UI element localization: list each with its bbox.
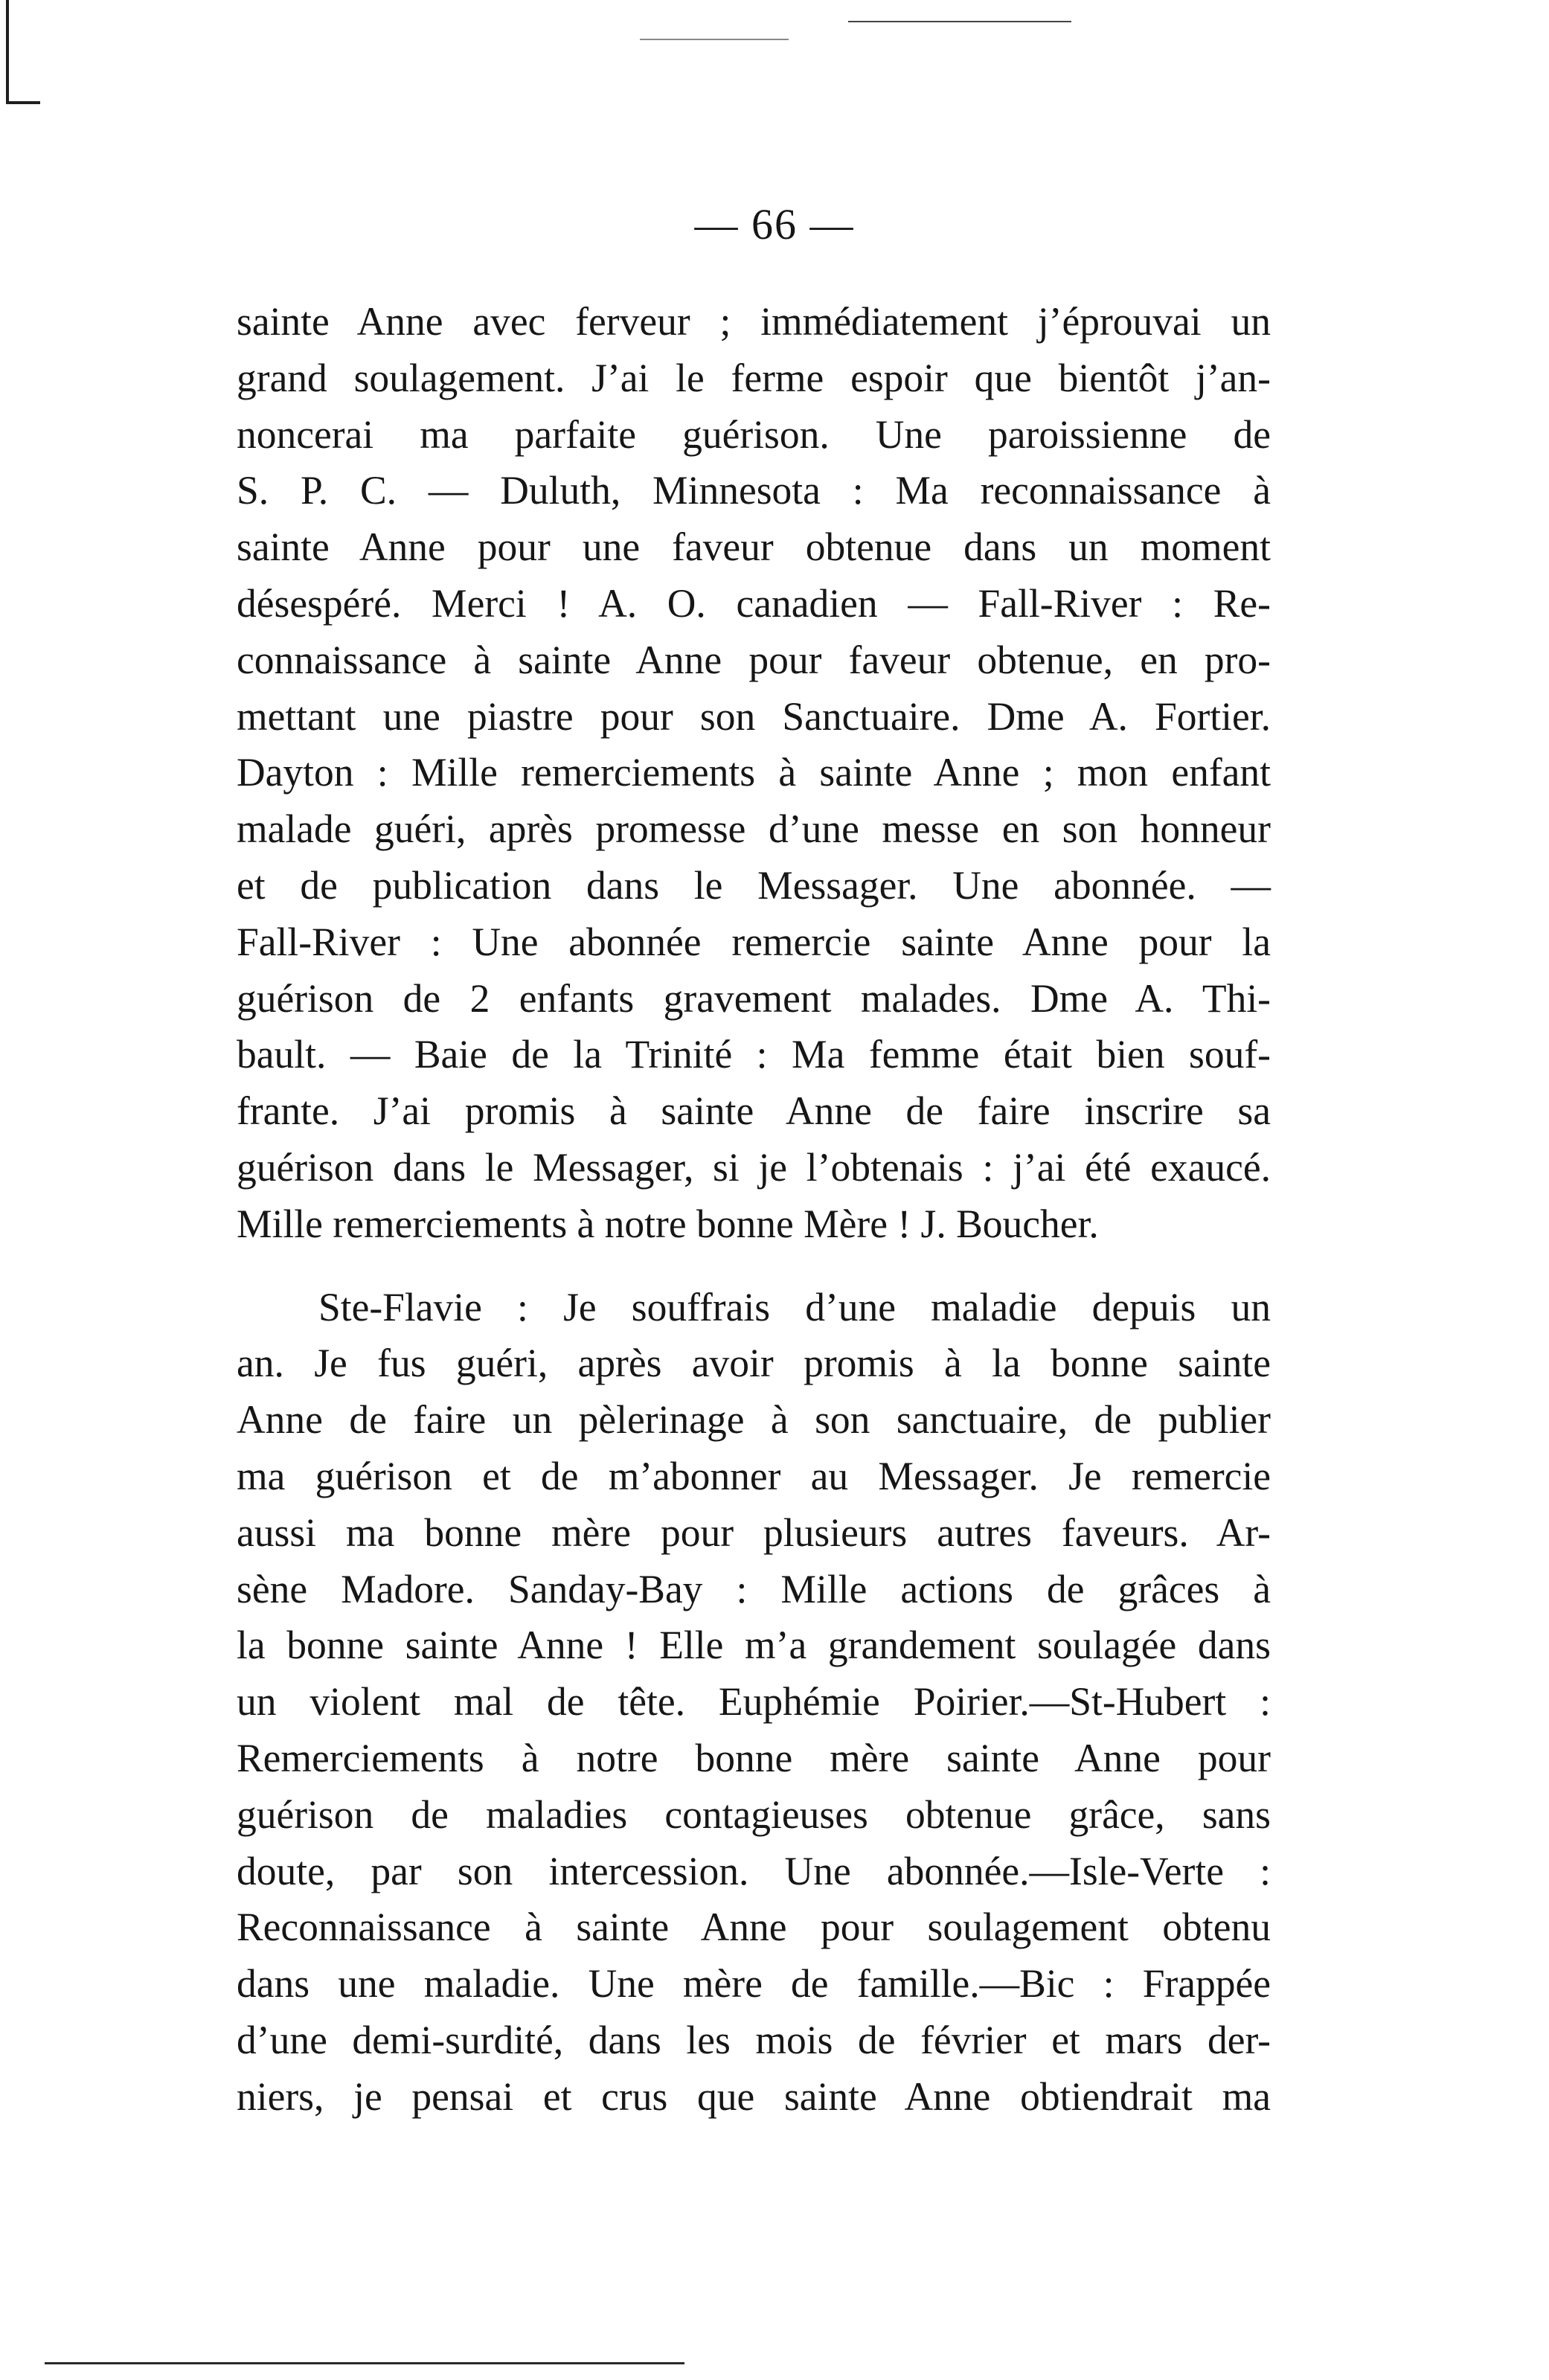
scan-artifact-line <box>45 2362 684 2364</box>
text-line: Remerciements à notre bonne mère sainte Anne pour <box>237 1735 1271 1780</box>
scan-artifact-line <box>640 39 789 40</box>
text-line: Dayton : Mille remerciements à sainte Anne ; mon enfant <box>237 750 1271 795</box>
text-line: Fall-River : Une abonnée remercie sainte Anne pour la <box>237 919 1271 964</box>
text-line: malade guéri, après promesse d’une messe en son honneur <box>237 806 1271 852</box>
scan-border-mark <box>6 101 40 104</box>
text-line: aussi ma bonne mère pour plusieurs autres faveurs. Ar- <box>237 1510 1271 1555</box>
text-line: dans une maladie. Une mère de famille.—Bic : Frappée <box>237 1961 1271 2007</box>
page-number: — 66 — <box>694 200 855 248</box>
text-line: connaissance à sainte Anne pour faveur obtenue, en pro- <box>237 637 1271 682</box>
text-line: d’une demi-surdité, dans les mois de février et mars der- <box>237 2017 1271 2062</box>
text-line: noncerai ma parfaite guérison. Une paroissienne de <box>237 411 1271 457</box>
scan-artifact-line <box>848 21 1071 22</box>
text-line: ma guérison et de m’abonner au Messager. Je remercie <box>237 1453 1271 1498</box>
text-line: Anne de faire un pèlerinage à son sanctuaire, de publier <box>237 1397 1271 1443</box>
text-line: guérison de maladies contagieuses obtenue grâce, sans <box>237 1792 1271 1837</box>
text-line: doute, par son intercession. Une abonnée.—Isle-Verte : <box>237 1848 1271 1893</box>
text-line: frante. J’ai promis à sainte Anne de faire inscrire sa <box>237 1088 1271 1134</box>
text-line: désespéré. Merci ! A. O. canadien — Fall-River : Re- <box>237 580 1271 626</box>
text-line: Mille remerciements à notre bonne Mère ! J. Boucher. <box>237 1201 1099 1246</box>
text-line: an. Je fus guéri, après avoir promis à la bonne sainte <box>237 1341 1271 1386</box>
text-line: sène Madore. Sanday-Bay : Mille actions de grâces à <box>237 1566 1271 1611</box>
text-line: sainte Anne avec ferveur ; immédiatement j’éprouvai un <box>237 299 1271 344</box>
text-line: S. P. C. — Duluth, Minnesota : Ma reconnaissance à <box>237 468 1271 513</box>
scan-border-mark <box>6 0 9 104</box>
text-line: et de publication dans le Messager. Une abonnée. — <box>237 862 1271 908</box>
text-line: bault. — Baie de la Trinité : Ma femme était bien souf- <box>237 1032 1271 1077</box>
text-line: niers, je pensai et crus que sainte Anne obtiendrait ma <box>237 2073 1271 2119</box>
text-line: Reconnaissance à sainte Anne pour soulagement obtenu <box>237 1905 1271 1950</box>
text-line: grand soulagement. J’ai le ferme espoir que bientôt j’an- <box>237 355 1271 400</box>
text-line: sainte Anne pour une faveur obtenue dans un moment <box>237 525 1271 570</box>
text-line: guérison dans le Messager, si je l’obtenais : j’ai été exaucé. <box>237 1144 1271 1190</box>
text-line: Ste-Flavie : Je souffrais d’une maladie depuis un <box>318 1284 1271 1329</box>
text-line: mettant une piastre pour son Sanctuaire. Dme A. Fortier. <box>237 693 1271 739</box>
text-line: un violent mal de tête. Euphémie Poirier.—St-Hubert : <box>237 1679 1271 1725</box>
body-text <box>237 294 1271 2126</box>
text-line: la bonne sainte Anne ! Elle m’a grandement soulagée dans <box>237 1623 1271 1668</box>
text-line: guérison de 2 enfants gravement malades. Dme A. Thi- <box>237 975 1271 1021</box>
